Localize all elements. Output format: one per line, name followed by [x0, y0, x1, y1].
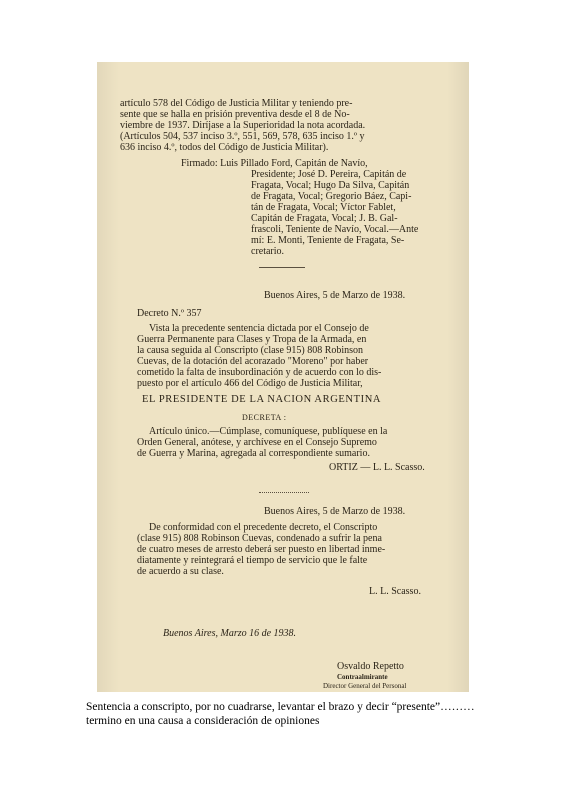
caption: [86, 700, 486, 728]
separator: [259, 492, 309, 494]
text-line: de acuerdo a su clase.: [137, 566, 224, 577]
signatories-line: Fragata, Vocal; Hugo Da Silva, Capitán: [251, 180, 410, 191]
text-line: viembre de 1937. Diríjase a la Superioridad la nota acordada.: [120, 120, 366, 131]
separator: [259, 267, 305, 268]
signature-line: L. L. Scasso.: [369, 586, 421, 597]
decree-number: Decreto N.º 357: [137, 308, 202, 319]
caption-line: termino en una causa a consideración de opiniones: [86, 715, 320, 727]
signature-line: ORTIZ — L. L. Scasso.: [329, 462, 425, 473]
text-line: Artículo único.—Cúmplase, comuníquese, publíquese en la: [149, 426, 388, 437]
text-line: la causa seguida al Conscripto (clase 915) 808 Robinson: [137, 345, 364, 356]
signature-title: Director General del Personal: [323, 682, 407, 690]
text-line: de Guerra y Marina, agregada al correspondiente sumario.: [137, 448, 370, 459]
date-line: Buenos Aires, 5 de Marzo de 1938.: [264, 506, 406, 517]
signature-name: Osvaldo Repetto: [337, 661, 404, 672]
signatories-line: Firmado: Luis Pillado Ford, Capitán de Navío,: [181, 158, 368, 169]
text-line: De conformidad con el precedente decreto, el Conscripto: [149, 522, 378, 533]
caption-line: Sentencia a conscripto, por no cuadrarse, levantar el brazo y decir “presente”………: [86, 701, 475, 713]
text-line: de cuatro meses de arresto deberá ser puesto en libertad inme-: [137, 544, 386, 555]
text-line: cometido la falta de insubordinación y de acuerdo con lo dis-: [137, 367, 382, 378]
date-line: Buenos Aires, 5 de Marzo de 1938.: [264, 290, 406, 301]
text-line: Guerra Permanente para Clases y Tropa de la Armada, en: [137, 334, 367, 345]
text-line: diatamente y reintegrará el tiempo de servicio que le falte: [137, 555, 368, 566]
scanned-document: [97, 62, 469, 692]
signature-rank: Contraalmirante: [337, 673, 388, 681]
text-line: (clase 915) 808 Robinson Cuevas, condenado a sufrir la pena: [137, 533, 382, 544]
text-line: puesto por el artículo 466 del Código de Justicia Militar,: [137, 378, 363, 389]
signatories-line: cretario.: [251, 246, 285, 257]
text-line: (Artículos 504, 537 inciso 3.º, 551, 569, 578, 635 inciso 1.º y: [120, 131, 365, 142]
text-line: sente que se halla en prisión preventiva desde el 8 de No-: [120, 109, 350, 120]
text-line: artículo 578 del Código de Justicia Militar y teniendo pre-: [120, 98, 353, 109]
date-line: Buenos Aires, Marzo 16 de 1938.: [163, 628, 297, 639]
text-line: Orden General, anótese, y archívese en el Consejo Supremo: [137, 437, 377, 448]
text-line: Cuevas, de la dotación del acorazado "Moreno" por haber: [137, 356, 369, 367]
heading-decreta: DECRETA :: [242, 413, 287, 422]
signatories-line: de Fragata, Vocal; Gregorio Báez, Capi-: [251, 191, 412, 202]
text-line: Vista la precedente sentencia dictada por el Consejo de: [149, 323, 369, 334]
signatories-line: Capitán de Fragata, Vocal; J. B. Gal-: [251, 213, 398, 224]
signatories-line: tán de Fragata, Vocal; Víctor Fablet,: [251, 202, 396, 213]
signatories-line: mí: E. Monti, Teniente de Fragata, Se-: [251, 235, 405, 246]
signatories-line: frascoli, Teniente de Navío, Vocal.—Ante: [251, 224, 419, 235]
heading-presidente: EL PRESIDENTE DE LA NACION ARGENTINA: [142, 394, 382, 405]
signatories-line: Presidente; José D. Pereira, Capitán de: [251, 169, 407, 180]
text-line: 636 inciso 4.º, todos del Código de Justicia Militar).: [120, 142, 329, 153]
